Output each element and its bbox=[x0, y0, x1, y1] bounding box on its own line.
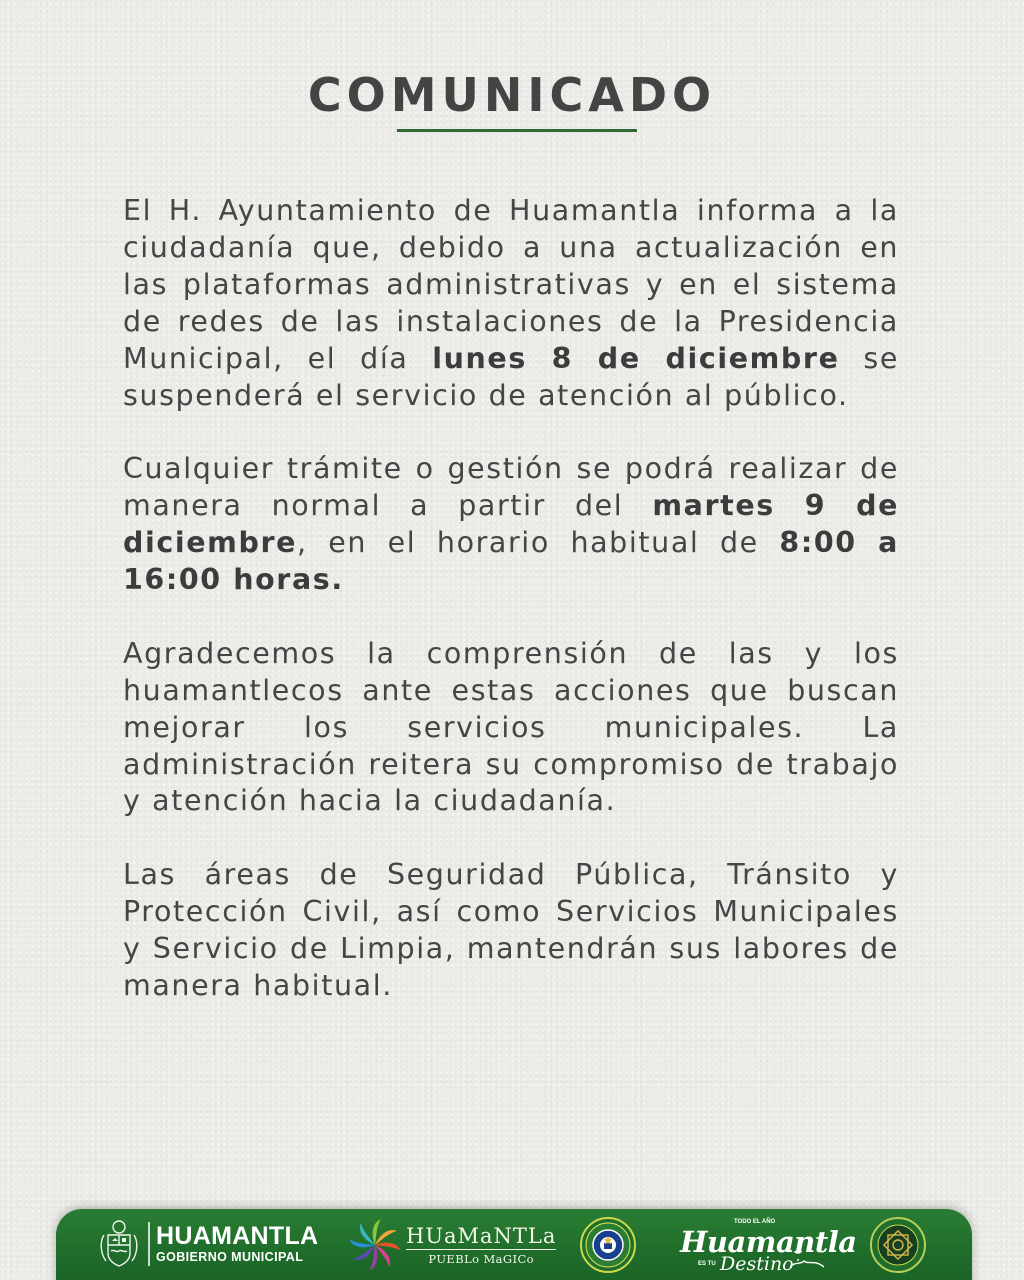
logo-pueblo-magico bbox=[348, 1217, 556, 1273]
gobierno-subtitle: GOBIERNO MUNICIPAL bbox=[156, 1250, 304, 1265]
pueblo-magico-name: HUaMaNTLa bbox=[406, 1224, 557, 1248]
destino-script: Destino bbox=[720, 1253, 794, 1275]
page-title: COMUNICADO bbox=[307, 68, 717, 122]
text-segment: Cualquier trámite o gestión se podrá realizar de manera normal a partir del bbox=[123, 452, 899, 523]
destino-main: Huamantla bbox=[680, 1225, 857, 1259]
highlight-date-closure: lunes 8 de diciembre bbox=[432, 341, 840, 375]
paragraph-1 bbox=[123, 193, 899, 414]
logo-divider bbox=[148, 1222, 150, 1266]
logo-huamantla-destino bbox=[678, 1215, 857, 1275]
highlight-date-reopen: martes 9 de diciembre bbox=[123, 489, 899, 560]
logo-guinness-record bbox=[580, 1217, 636, 1273]
text-segment: se suspenderá el servicio de atención al público. bbox=[123, 341, 899, 412]
text-segment: Las áreas de Seguridad Pública, Tránsito y Protección Civil, así como Servicios Municipales y Servicio de Limpia, mantendrán sus labores de manera habitual. bbox=[123, 858, 899, 1002]
title-underline bbox=[397, 129, 637, 132]
announcement-body bbox=[123, 193, 899, 1042]
destino-tagline-top: TODO EL AÑO bbox=[734, 1219, 776, 1225]
text-segment: Agradecemos la comprensión de las y los huamantlecos ante estas acciones que buscan mejorar los servicios municipales. La administración reitera su compromiso de trabajo y atención hacia la ciudadanía. bbox=[123, 636, 899, 818]
location-pin-icon bbox=[790, 1251, 826, 1271]
destino-tagline-left: ES TU bbox=[698, 1261, 716, 1267]
highlight-hours: 8:00 a 16:00 horas. bbox=[123, 526, 899, 597]
logo-municipal-seal bbox=[870, 1217, 926, 1273]
coat-of-arms-icon bbox=[96, 1219, 142, 1269]
paragraph-3 bbox=[123, 636, 899, 821]
paragraph-4 bbox=[123, 857, 899, 1005]
text-segment: , en el horario habitual de bbox=[297, 526, 780, 560]
guinness-seal-icon bbox=[580, 1217, 636, 1273]
pinwheel-icon bbox=[348, 1218, 402, 1272]
gobierno-name: HUAMANTLA bbox=[156, 1222, 319, 1251]
logo-gobierno-municipal bbox=[96, 1219, 318, 1269]
footer-logo-bar bbox=[56, 1209, 972, 1280]
pueblo-magico-subtitle: PUEBLo MaGICo bbox=[428, 1252, 534, 1266]
paragraph-2 bbox=[123, 451, 899, 599]
geometric-seal-icon bbox=[870, 1217, 926, 1273]
text-segment: El H. Ayuntamiento de Huamantla informa a la ciudadanía que, debido a una actualización en las plataformas administrativas y en el sistema de redes de las instalaciones de la Presidencia Municipal, el día bbox=[123, 194, 899, 375]
